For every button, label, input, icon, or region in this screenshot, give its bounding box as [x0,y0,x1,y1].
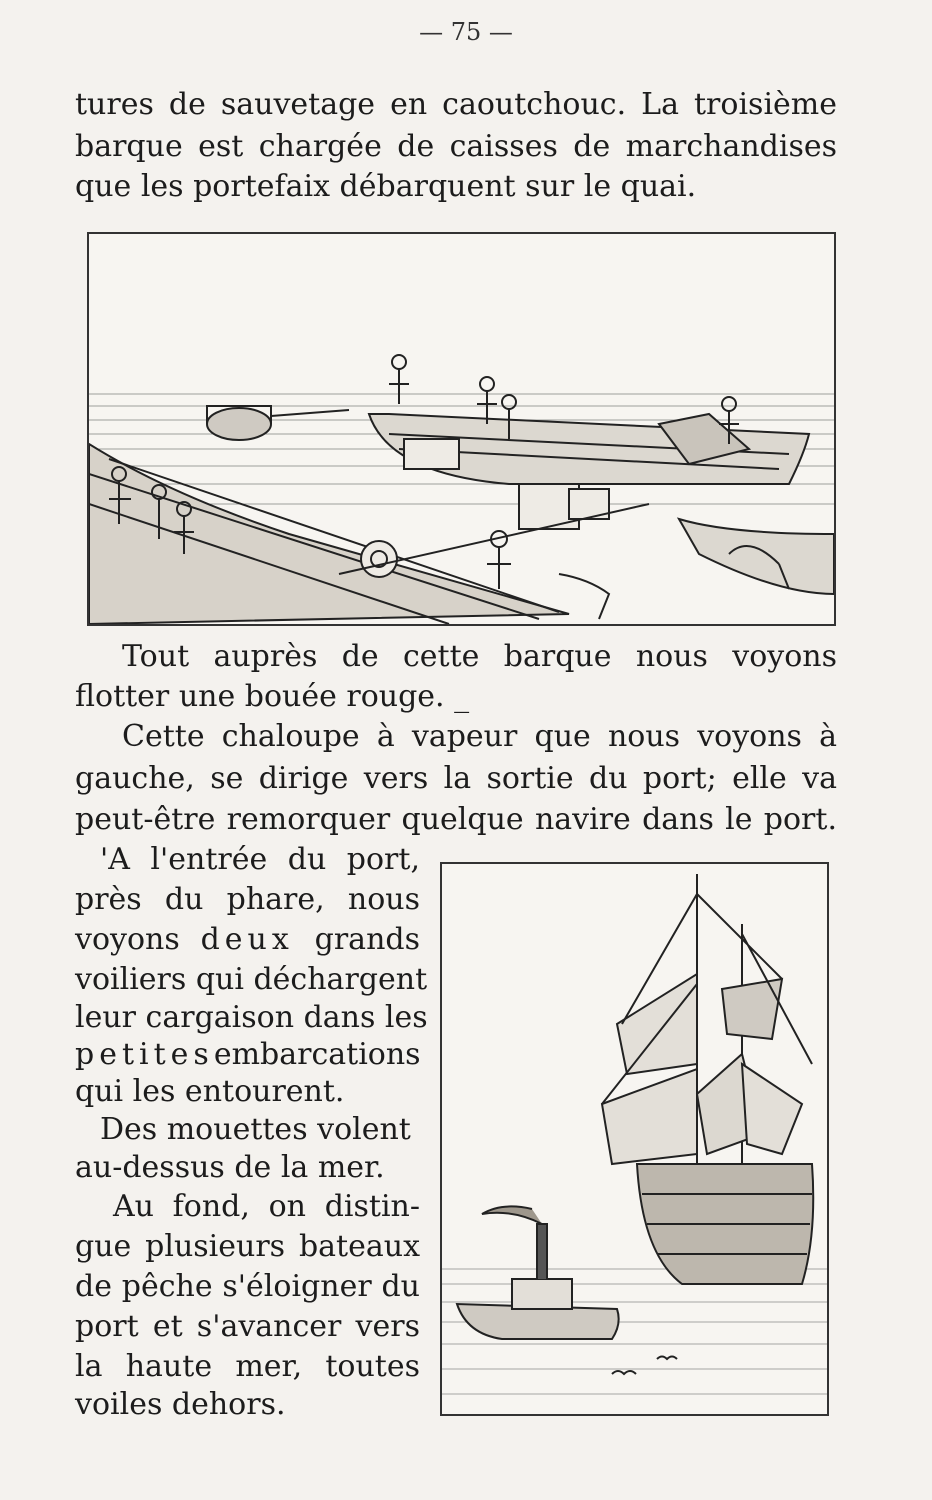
text-line: au-dessus de la mer. [75,1150,385,1185]
text-line: gauche, se dirige vers la sortie du port; elle va [75,761,837,796]
harbor-boats-drawing [89,234,834,624]
text-line: gue plusieurs bateaux [75,1229,420,1264]
text-line: Au fond, on distin- [113,1189,420,1224]
page-number: — 75 — [419,18,513,46]
text-line [75,1035,420,1075]
text-line: Tout auprès de cette barque nous voyons [122,639,837,674]
text-line: qui les entourent. [75,1074,345,1109]
sailing-ship-drawing [442,864,827,1414]
text-line: près du phare, nous [75,882,420,917]
text-line: leur cargaison dans les [75,1000,428,1035]
text-word-spaced: petites [75,1037,214,1072]
text-line: peut-être remorquer quelque navire dans le port. [75,802,837,837]
text-line: voiles dehors. [75,1387,286,1422]
text-line [75,920,420,960]
text-line: voiliers qui déchargent [75,962,428,997]
text-line: Cette chaloupe à vapeur que nous voyons à [122,719,837,754]
sailing-ship-illustration [440,862,829,1416]
text-word: voyons [75,922,180,957]
text-line: tures de sauvetage en caoutchouc. La troisième [75,87,837,122]
text-line: la haute mer, toutes [75,1349,420,1384]
text-line: barque est chargée de caisses de marchandises [75,129,837,164]
text-line: 'A l'entrée du port, [100,842,420,877]
text-line: flotter une bouée rouge. _ [75,679,470,714]
text-line: de pêche s'éloigner du [75,1269,420,1304]
text-word: grands [314,922,420,957]
text-line: Des mouettes volent [100,1112,411,1147]
text-word: embarcations [213,1037,421,1072]
text-line: que les portefaix débarquent sur le quai. [75,169,697,204]
text-line: port et s'avancer vers [75,1309,420,1344]
harbor-boats-illustration [87,232,836,626]
text-word-spaced: deux [200,922,294,957]
